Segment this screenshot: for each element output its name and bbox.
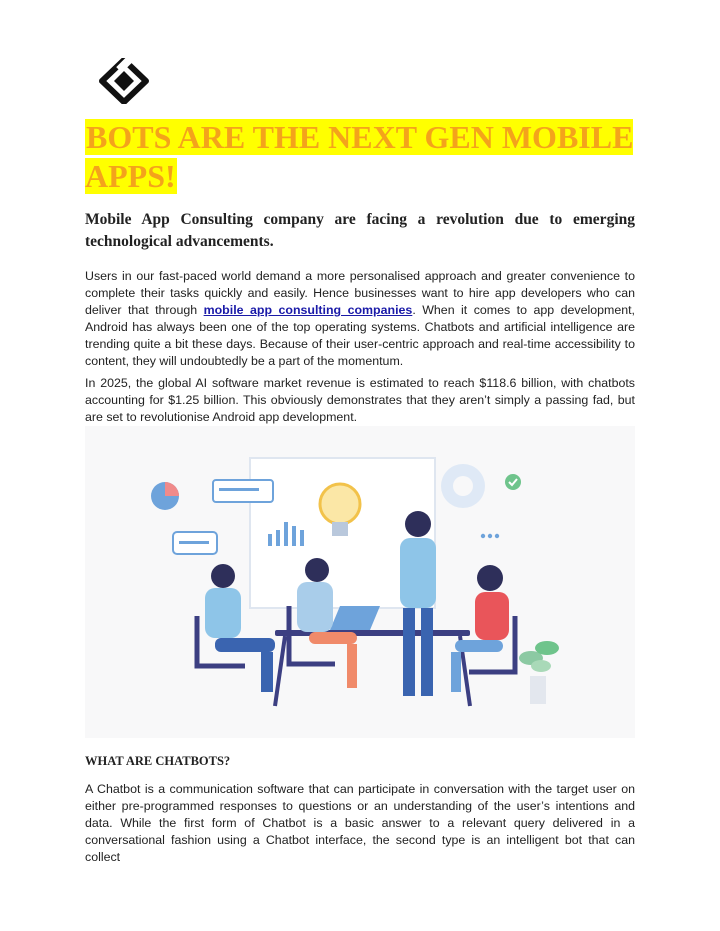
team-meeting-illustration — [85, 426, 635, 738]
intro-paragraph — [85, 268, 635, 370]
intro-text-before: Users in our fast-paced world demand a more personalised approach and greater convenience to complete their tasks quickly and easily. Hence businesses want to hire app developers who can deliver that through — [85, 269, 635, 317]
consulting-companies-link[interactable]: mobile app consulting companies — [203, 303, 413, 317]
company-logo-icon — [98, 58, 150, 104]
subtitle: Mobile App Consulting company are facing a revolution due to emerging technological advancements. — [85, 211, 635, 250]
page-title: BOTS ARE THE NEXT GEN MOBILE APPS! — [85, 119, 634, 194]
section-heading: WHAT ARE CHATBOTS? — [85, 754, 231, 768]
chatbots-paragraph: A Chatbot is a communication software that can participate in conversation with the target user on either pre-programmed responses to questions or an understanding of the user’s intentions and data. While the first form of Chatbot is a basic answer to a relevant query delivered in a conversational fashion using a Chatbot interface, the second type is an intelligent bot that can collect — [85, 782, 635, 864]
intro-text-after: . When it comes to app development, Android has always been one of the top operating systems. Chatbots and artificial intelligence are trending quite a bit these days. Because of their user-centric approach and real-time accessibility to content, they will undoubtedly be a part of the momentum. — [85, 303, 635, 368]
market-paragraph: In 2025, the global AI software market revenue is estimated to reach $118.6 billion, with chatbots accounting for $1.25 billion. This obviously demonstrates that they aren’t simply a passing fad, but are set to revolutionise Android app development. — [85, 376, 635, 424]
